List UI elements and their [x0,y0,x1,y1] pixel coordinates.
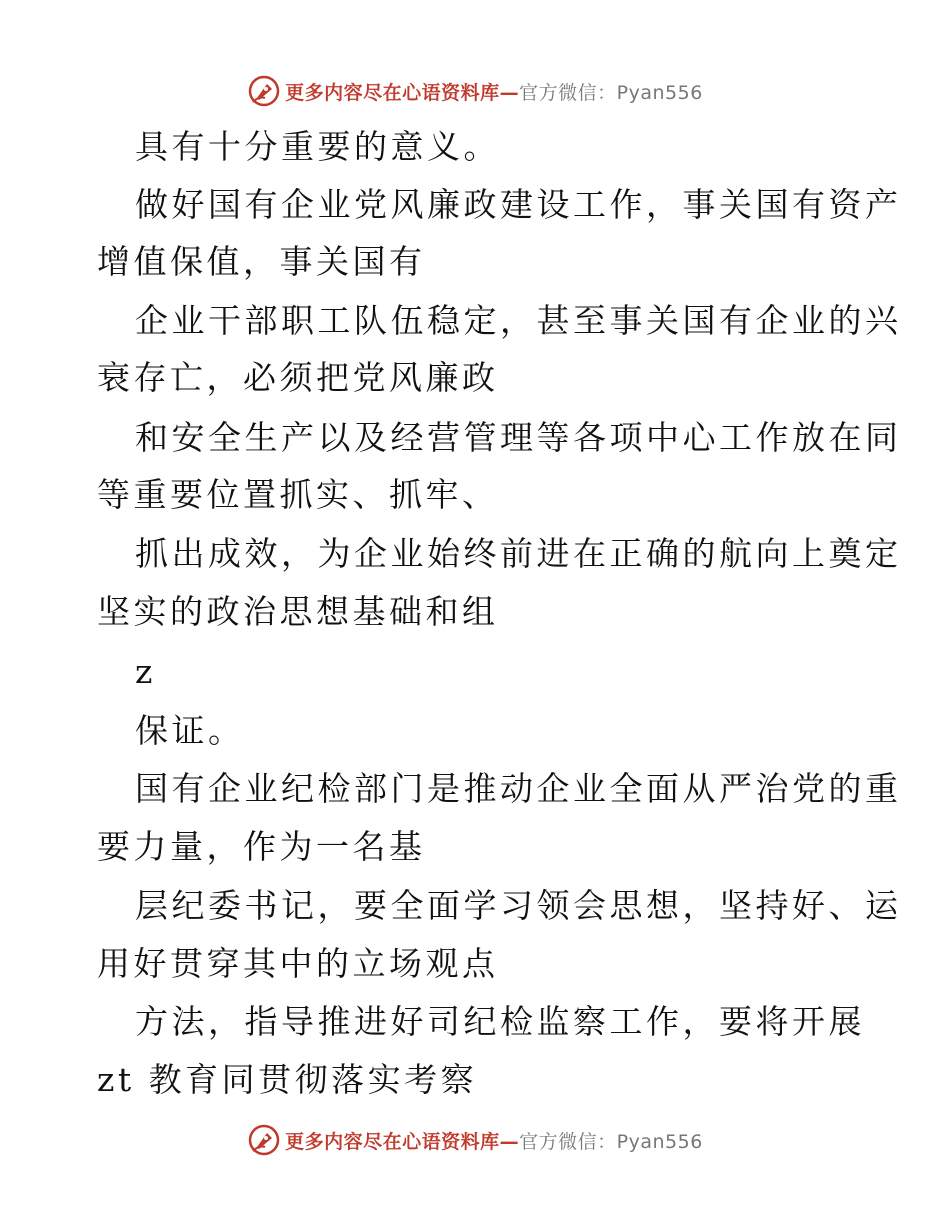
text-line: 方法，指导推进好司纪检监察工作，要将开展 [135,1002,865,1041]
header-contact-text: 官方微信：Pyan556 [519,81,703,104]
text-line: 保证。 [135,711,245,750]
text-line: 和安全生产以及经营管理等各项中心工作放在同 [135,418,902,457]
text-line: 衰存亡，必须把党风廉政 [97,358,499,397]
pen-nib-logo-icon [247,1123,281,1157]
text-line: 坚实的政治思想基础和组 [97,592,499,631]
text-line: 企业干部职工队伍稳定，甚至事关国有企业的兴 [135,301,902,340]
text-line: 做好国有企业党风廉政建设工作，事关国有资产 [135,185,902,224]
text-line: z [135,652,159,691]
text-line: 具有十分重要的意义。 [135,127,500,166]
text-line: zt 教育同贯彻落实考察 [97,1060,478,1099]
text-line: 要力量，作为一名基 [97,827,426,866]
footer-banner [0,1120,950,1160]
text-line: 抓出成效，为企业始终前进在正确的航向上奠定 [135,534,902,573]
footer-brand-text: 更多内容尽在心语资料库— [285,1130,520,1153]
footer-contact-text: 官方微信：Pyan556 [519,1130,703,1153]
text-line: 增值保值，事关国有 [97,242,426,281]
text-line: 等重要位置抓实、抓牢、 [97,475,499,514]
header-brand-text: 更多内容尽在心语资料库— [285,81,520,104]
text-line: 国有企业纪检部门是推动企业全面从严治党的重 [135,769,902,808]
text-line: 用好贯穿其中的立场观点 [97,944,499,983]
footer-banner-text [285,1127,703,1154]
text-line: 层纪委书记，要全面学习领会思想，坚持好、运 [135,886,902,925]
